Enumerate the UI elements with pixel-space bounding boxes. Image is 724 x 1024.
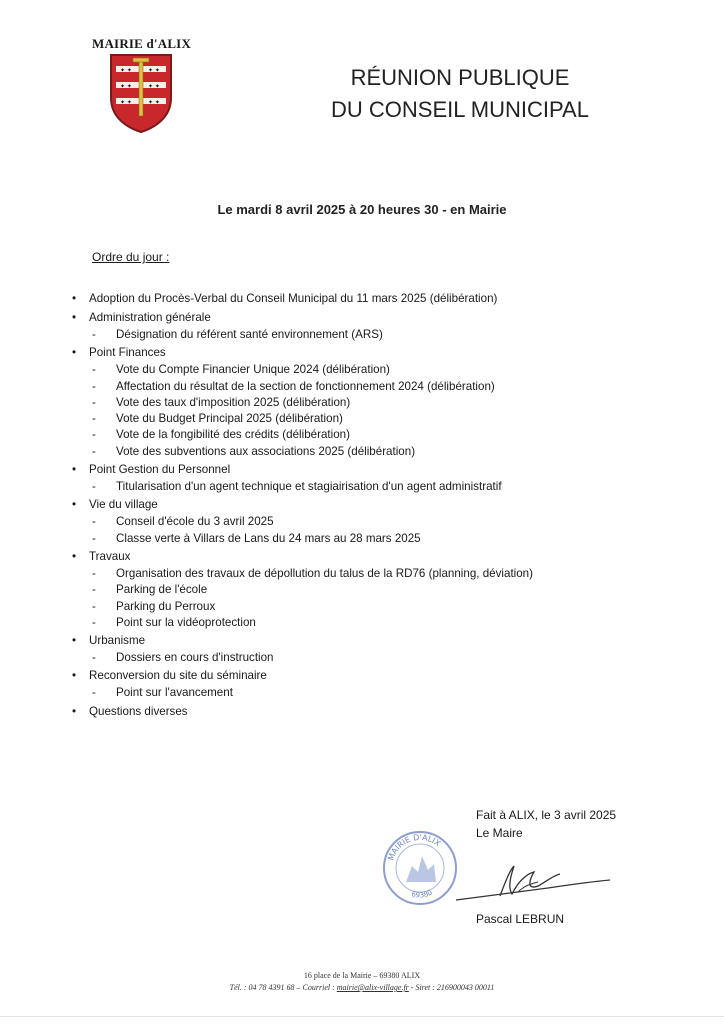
footer-contact [0, 982, 724, 994]
agenda-subitem-label: Parking du Perroux [116, 599, 216, 613]
agenda-subitem [72, 514, 692, 530]
agenda-item [72, 702, 692, 721]
agenda-item-label: Adoption du Procès-Verbal du Conseil Municipal du 11 mars 2025 (délibération) [89, 292, 498, 305]
agenda-subitem [72, 685, 692, 701]
svg-text:MAIRIE D'ALIX [386, 833, 442, 862]
dash-icon: - [92, 412, 96, 426]
dash-icon: - [92, 395, 96, 409]
agenda-subitem-label: Vote de la fongibilité des crédits (délibération) [116, 428, 350, 442]
agenda-item [72, 666, 692, 685]
agenda-item [72, 308, 692, 327]
agenda-item [72, 547, 692, 566]
svg-text:✦ ✦: ✦ ✦ [120, 83, 132, 90]
agenda-item-label: Travaux [89, 549, 131, 563]
agenda-subitem [72, 362, 692, 378]
agenda-subitem [72, 566, 692, 582]
agenda-item [72, 343, 692, 362]
agenda-subitem-label: Point sur la vidéoprotection [116, 615, 256, 629]
dash-icon: - [92, 686, 96, 700]
agenda-subitem [72, 599, 692, 615]
handwritten-signature [448, 852, 618, 912]
agenda-item [72, 495, 692, 514]
bottom-divider [0, 1016, 724, 1017]
agenda-item-label: Urbanisme [89, 634, 146, 648]
bullet-icon: • [72, 292, 77, 305]
bullet-icon: • [72, 311, 77, 324]
dash-icon: - [92, 615, 96, 629]
bullet-icon: • [72, 463, 77, 477]
bullet-icon: • [72, 634, 77, 648]
title-line-1: RÉUNION PUBLIQUE [350, 65, 570, 90]
dash-icon: - [92, 379, 96, 393]
mairie-name: MAIRIE d'ALIX [92, 36, 192, 51]
meeting-date: Le mardi 8 avril 2025 à 20 heures 30 - en Mairie [217, 202, 507, 217]
dash-icon: - [92, 444, 96, 458]
agenda-subitem [72, 650, 692, 666]
place-date: Fait à ALIX, le 3 avril 2025 [476, 808, 617, 822]
agenda-subitem-label: Point sur l'avancement [116, 686, 233, 700]
agenda-subitem-label: Dossiers en cours d'instruction [116, 651, 274, 665]
agenda-subitem [72, 444, 692, 460]
agenda-subitem-label: Conseil d'école du 3 avril 2025 [116, 515, 274, 529]
agenda-subitem [72, 395, 692, 411]
dash-icon: - [92, 599, 96, 613]
agenda-item [72, 631, 692, 650]
agenda-subitem-label: Classe verte à Villars de Lans du 24 mars au 28 mars 2025 [116, 531, 421, 545]
agenda-subitem [72, 582, 692, 598]
agenda-item-label: Point Finances [89, 346, 166, 360]
agenda-subitem [72, 411, 692, 427]
dash-icon: - [92, 428, 96, 442]
bullet-icon: • [72, 549, 77, 563]
signer-name: Pascal LEBRUN [476, 912, 565, 926]
agenda-subitem-label: Parking de l'école [116, 583, 208, 597]
footer-siret: - Siret : 216900043 00011 [410, 983, 495, 992]
agenda-subitem [72, 531, 692, 547]
svg-text:✦ ✦: ✦ ✦ [148, 83, 160, 90]
agenda-subitem-label: Désignation du référent santé environnement (ARS) [116, 328, 383, 341]
agenda-subitem-label: Vote des taux d'imposition 2025 (délibération) [116, 395, 351, 409]
agenda-subitem [72, 479, 692, 495]
agenda-item-label: Point Gestion du Personnel [89, 463, 231, 477]
svg-text:✦ ✦: ✦ ✦ [148, 99, 160, 106]
page-footer [0, 970, 724, 994]
dash-icon: - [92, 531, 96, 545]
agenda-subitem [72, 427, 692, 443]
bullet-icon: • [72, 498, 77, 512]
bullet-icon: • [72, 346, 77, 360]
svg-text:69380 [410, 889, 433, 900]
dash-icon: - [92, 515, 96, 529]
footer-email-link[interactable]: mairie@alix-village.fr [336, 983, 409, 992]
bullet-icon: • [72, 704, 77, 718]
agenda-subitem-label: Vote du Compte Financier Unique 2024 (délibération) [116, 363, 390, 377]
agenda-item-label: Administration générale [89, 311, 211, 324]
dash-icon: - [92, 328, 96, 341]
agenda-subitem [72, 327, 692, 343]
coat-of-arms-icon [108, 52, 174, 134]
signer-role: Le Maire [476, 826, 523, 840]
footer-tel: Tél. : 04 78 4391 68 – Courriel : [229, 983, 335, 992]
agenda-heading: Ordre du jour : [92, 250, 170, 264]
agenda-subitem-label: Affectation du résultat de la section de fonctionnement 2024 (délibération) [116, 379, 495, 393]
agenda-subitem-label: Vote du Budget Principal 2025 (délibération) [116, 412, 343, 426]
agenda-list [72, 289, 692, 721]
agenda-item [72, 289, 692, 308]
footer-address: 16 place de la Mairie – 69380 ALIX [303, 971, 421, 980]
stamp-top-text: MAIRIE D'ALIX [386, 832, 443, 862]
agenda-item-label: Questions diverses [89, 704, 188, 718]
stamp-bottom-text: 69380 [410, 888, 434, 900]
agenda-subitem-label: Titularisation d'un agent technique et stagiairisation d'un agent administratif [116, 480, 502, 494]
title-line-2: DU CONSEIL MUNICIPAL [331, 97, 589, 122]
agenda-item-label: Vie du village [89, 498, 158, 512]
agenda-item [72, 460, 692, 479]
dash-icon: - [92, 480, 96, 494]
closing-block [476, 806, 616, 842]
dash-icon: - [92, 651, 96, 665]
agenda-subitem-label: Organisation des travaux de dépollution du talus de la RD76 (planning, déviation) [116, 566, 533, 580]
svg-text:✦ ✦: ✦ ✦ [120, 99, 132, 106]
svg-text:✦ ✦: ✦ ✦ [120, 67, 132, 74]
bullet-icon: • [72, 669, 77, 683]
agenda-subitem [72, 615, 692, 631]
agenda-subitem-label: Vote des subventions aux associations 2025 (délibération) [116, 444, 416, 458]
agenda-item-label: Reconversion du site du séminaire [89, 669, 267, 683]
dash-icon: - [92, 566, 96, 580]
dash-icon: - [92, 363, 96, 377]
dash-icon: - [92, 583, 96, 597]
page-title [300, 62, 620, 126]
svg-text:✦ ✦: ✦ ✦ [148, 67, 160, 74]
agenda-subitem [72, 379, 692, 395]
